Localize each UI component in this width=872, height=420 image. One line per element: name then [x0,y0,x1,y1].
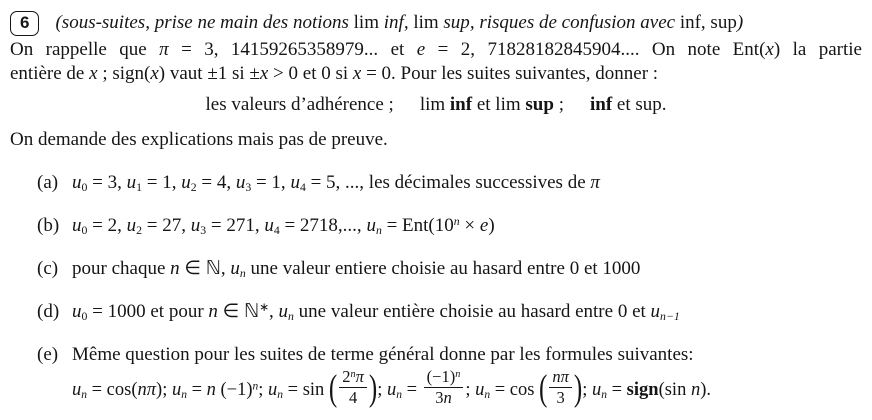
item-body: $u_0 = 2$, $u_2 = 27$, $u_3 = 271$, $u_4 = 2718$,..., $u_n = Ent(10^n \times e)$ [72,215,495,237]
item-label: (b) [37,215,60,236]
note-line: On demande des explications mais pas de preuve. [10,129,388,150]
values-summary-line: les valeurs d’adhérence ; lim inf et lim sup ; inf et sup. [205,94,667,115]
item-label: (c) [37,258,59,279]
intro-line-1: On rappelle que π = 3, 14159265358979... et e = 2, 71828182845904.... On note Ent(x) la partie [10,39,862,60]
list-item-a [10,171,862,194]
intro-line-2: entière de x ; sign(x) vaut ±1 si ±x > 0 et 0 si x = 0. Pour les suites suivantes, donner : [10,62,659,84]
item-label: (a) [37,172,59,193]
item-e-text: Même question pour les suites de terme général donne par les formules suivantes: [72,344,694,365]
item-list [10,171,862,411]
item-label: (e) [37,344,59,365]
item-body: pour chaque n ∈ ℕ, $u_n$ une valeur entiere choisie au hasard entre 0 et 1000 [72,258,641,280]
exercise-heading: (sous-suites, prise ne main des notions lim inf, lim sup, risques de confusion avec inf, sup) [55,12,744,33]
list-item-e [10,343,862,411]
list-item-b [10,214,862,237]
list-item-c [10,257,862,280]
intro-paragraph [10,38,862,85]
item-body: $u_0 = 3$, $u_1 = 1$, $u_2 = 4$, $u_3 = 1$, $u_4 = 5$, ..., les décimales successives de π [72,172,600,194]
item-label: (d) [37,301,60,322]
exercise-number-box: 6 [10,11,39,36]
item-body [72,343,862,411]
item-body: $u_0 = 1000$ et pour n ∈ ℕ∗, $u_n$ une valeur entière choisie au hasard entre 0 et $u_{n-1}$ [72,301,680,323]
list-item-d [10,300,862,323]
exercise-header [10,8,862,38]
formula-line: $u_n = \cos(n\pi)$; $u_n = n$ $(-1)^n$; $u_n = \sin$ ( $\frac{2^n\pi}{4}$ ); $u_n$ = $\frac{(-1)^n}{3n}$ ; $u_n = \cos$ ( $\frac{n\pi}{3}$ ); $u_n$ = sign(sin n). [72,367,711,410]
